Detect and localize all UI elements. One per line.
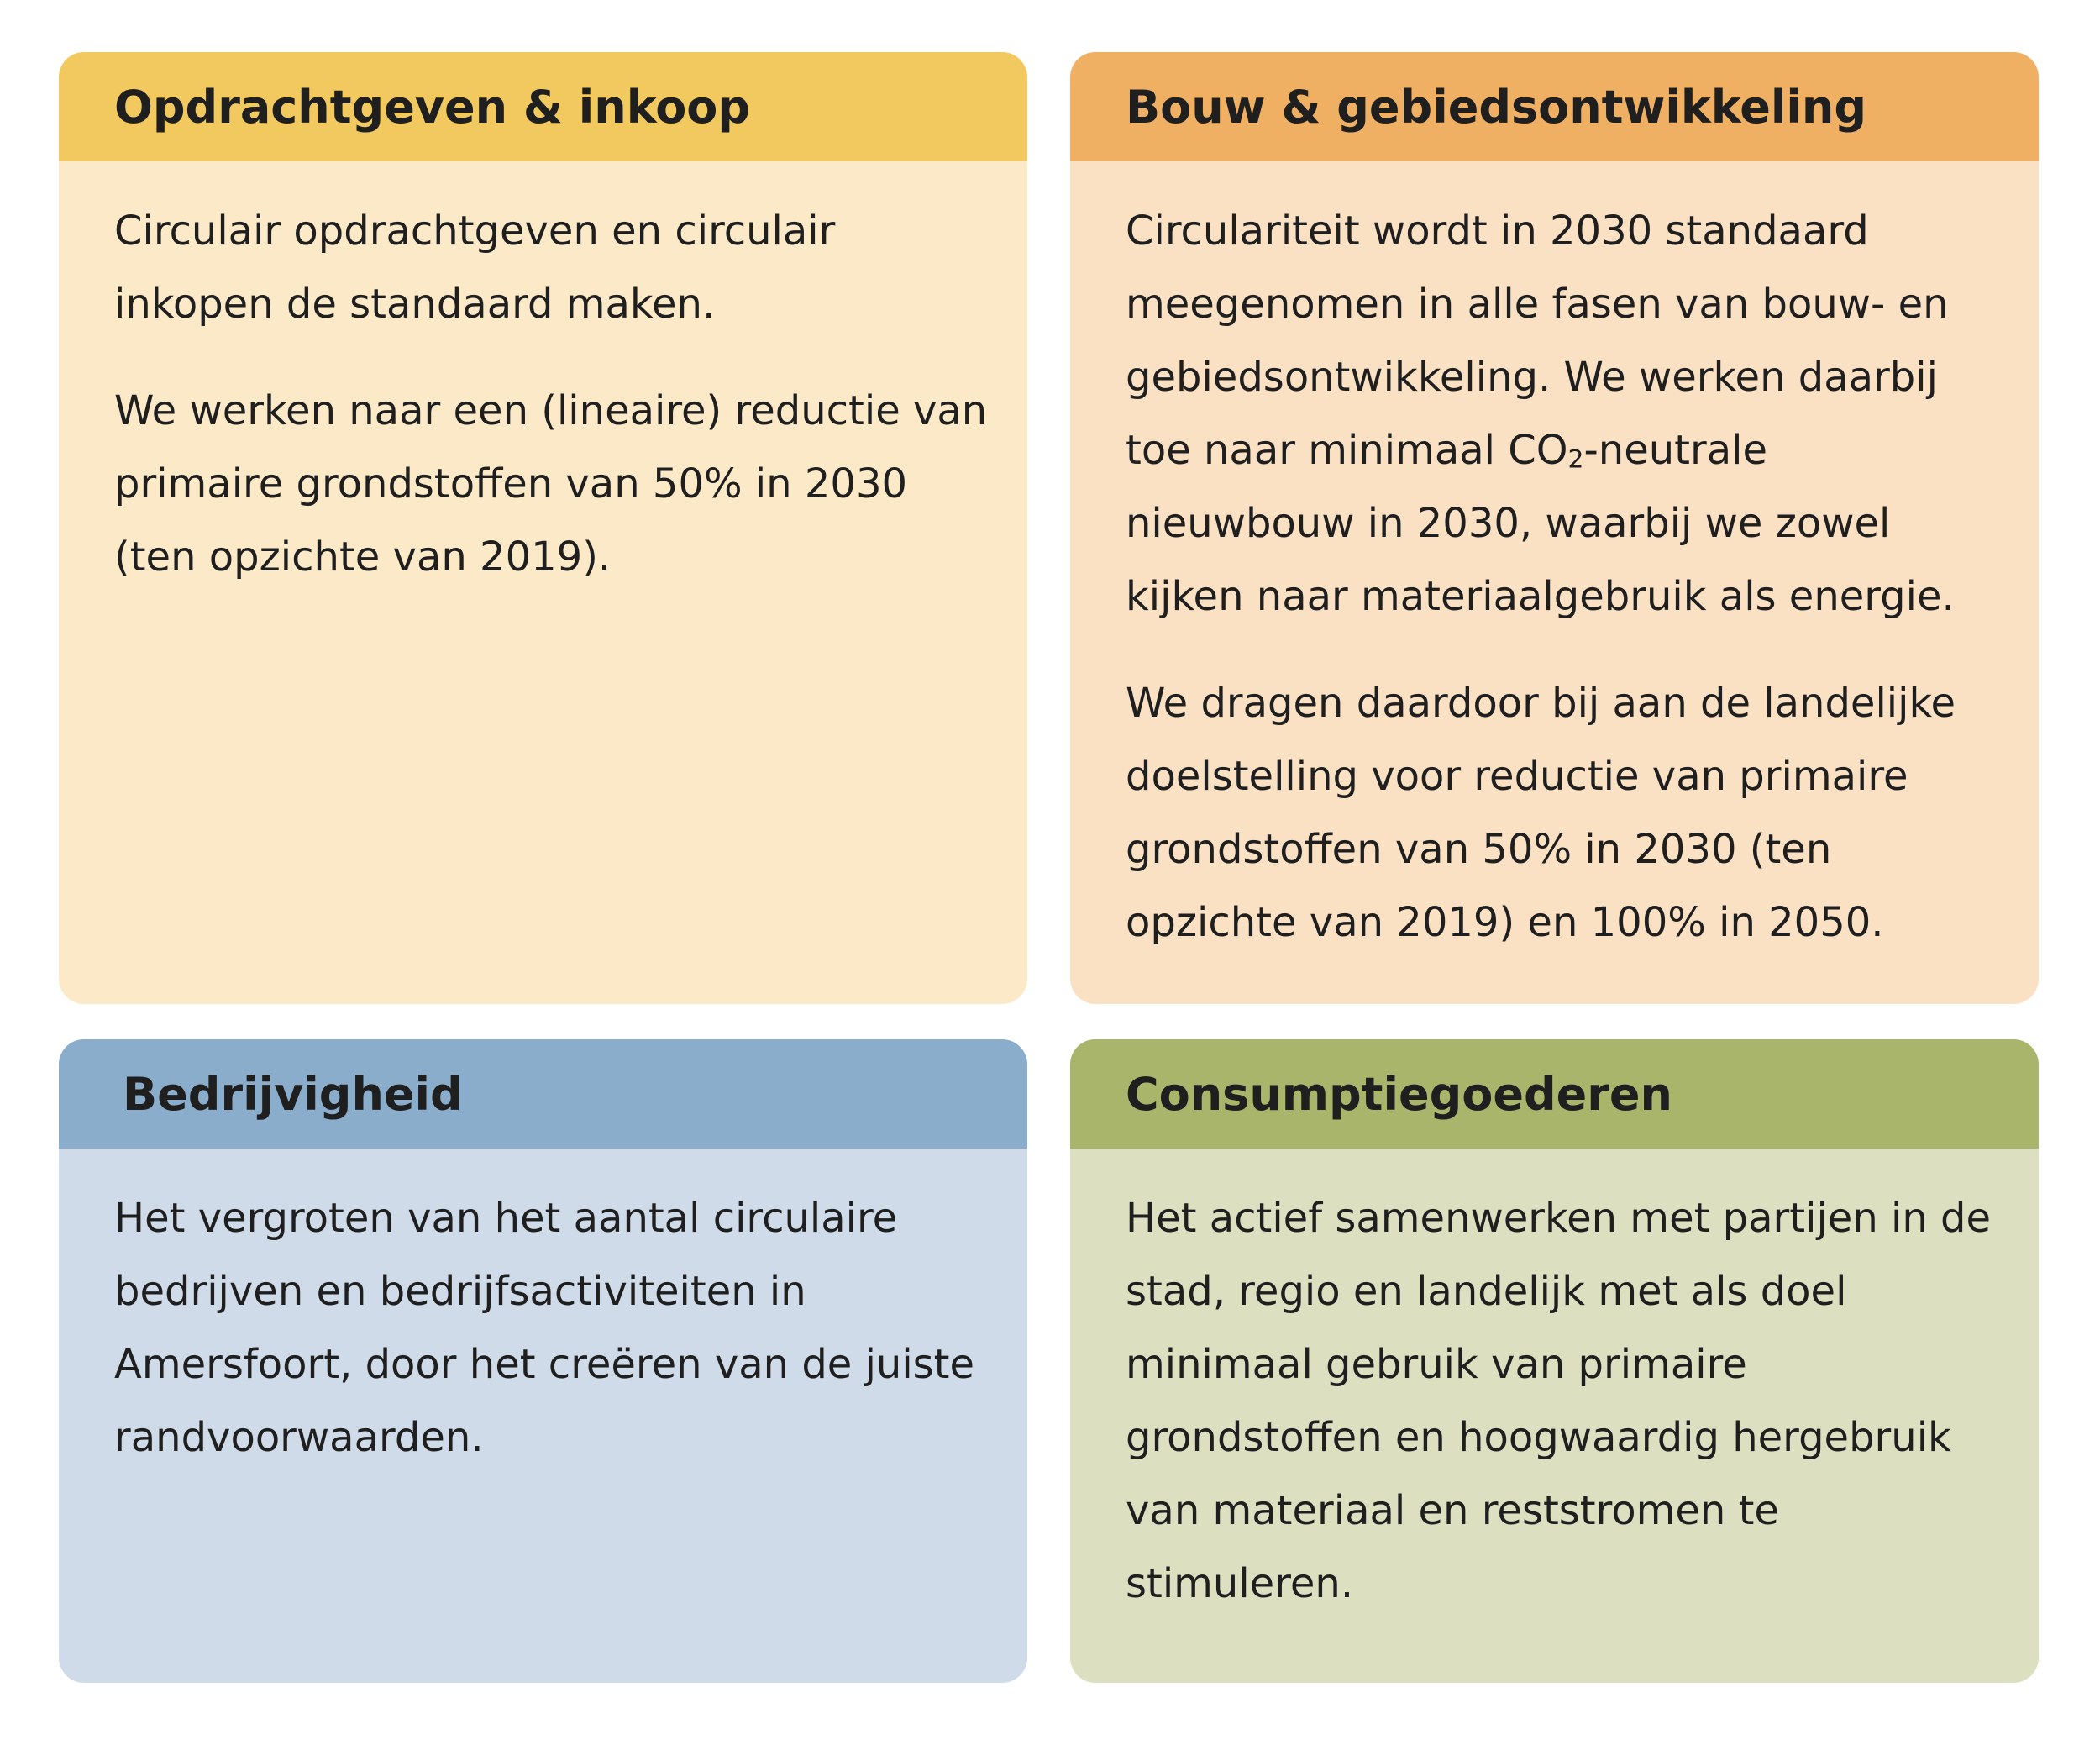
card-title: Opdrachtgeven & inkoop: [114, 80, 751, 134]
card-header: [59, 1039, 1027, 1149]
card-header: [1070, 1039, 2039, 1149]
card-bedrijvigheid: [59, 1039, 1027, 1683]
card-consumptiegoederen: [1070, 1039, 2039, 1683]
card-paragraph: Het vergroten van het aantal circulaire bedrijven en bedrijfsactiviteiten in Amersfoort, door het creëren van de juiste randvoorwaarden.: [114, 1195, 975, 1461]
card-paragraph: [1126, 195, 2005, 633]
card-body: [59, 161, 1027, 594]
paragraph-text: Circulariteit wordt in 2030 standaard meegenomen in alle fasen van bouw- en gebiedsontwikkeling. We werken daarbij toe naar minimaal CO: [1126, 208, 1949, 474]
card-body: [59, 1149, 1027, 1475]
card-paragraph: Het actief samenwerken met partijen in de stad, regio en landelijk met als doel minimaal gebruik van primaire grondstoffen en hoogwaardig hergebruik van materiaal en reststromen te stimuleren.: [1126, 1195, 1992, 1607]
card-paragraph: We werken naar een (lineaire) reductie van primaire grondstoffen van 50% in 2030 (ten opzichte van 2019).: [114, 387, 988, 581]
paragraph-text: -neutrale nieuwbouw in 2030, waarbij we zowel kijken naar materiaalgebruik als energie.: [1126, 427, 1955, 620]
card-header: [59, 52, 1027, 161]
card-title: Bedrijvigheid: [123, 1067, 463, 1121]
card-paragraph: We dragen daardoor bij aan de landelijke doelstelling voor reductie van primaire grondstoffen van 50% in 2030 (ten opzichte van 2019) en 100% in 2050.: [1126, 680, 1956, 946]
card-title: Consumptiegoederen: [1126, 1067, 1672, 1121]
card-opdrachtgeven-inkoop: [59, 52, 1027, 1004]
card-body: [1070, 1149, 2039, 1621]
card-paragraph: Circulair opdrachtgeven en circulair inkopen de standaard maken.: [114, 208, 836, 328]
card-bouw-gebiedsontwikkeling: [1070, 52, 2039, 1004]
card-body: [1070, 161, 2039, 959]
subscript-two: 2: [1567, 444, 1584, 475]
card-header: [1070, 52, 2039, 161]
card-title: Bouw & gebiedsontwikkeling: [1126, 80, 1867, 134]
